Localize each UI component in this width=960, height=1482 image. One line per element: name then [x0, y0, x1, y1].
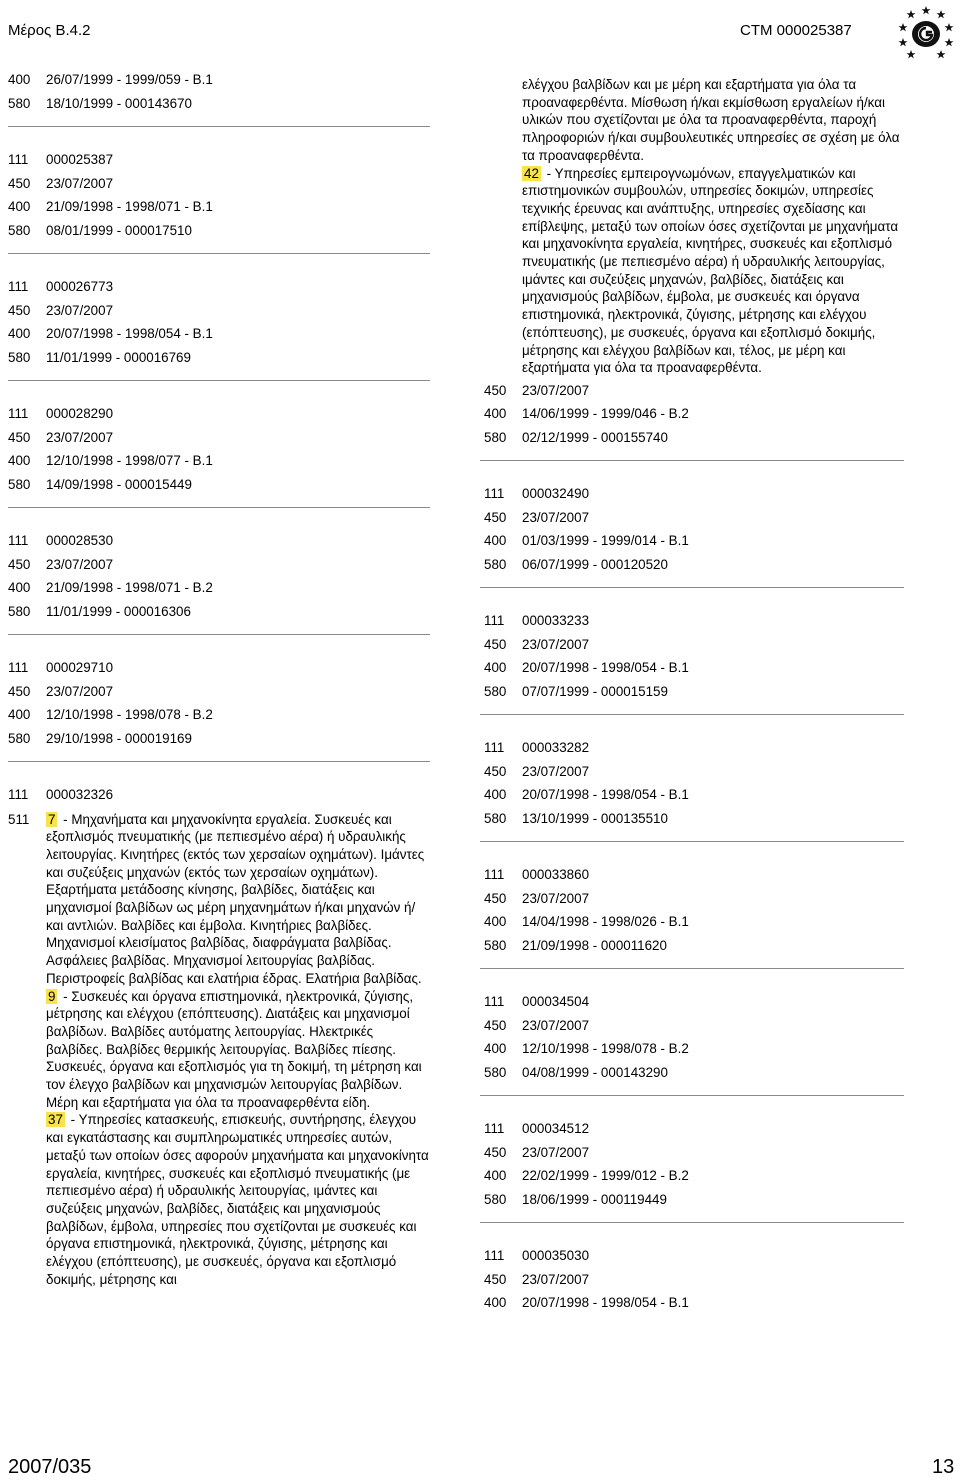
- field-value: 000033282: [522, 740, 590, 756]
- field-value: 23/07/2007: [46, 683, 114, 699]
- field-code: 450: [484, 763, 507, 779]
- field-value: 23/07/2007: [522, 1017, 590, 1033]
- record-divider: [8, 126, 430, 127]
- field-code: 450: [8, 429, 31, 445]
- field-value: 000035030: [522, 1248, 590, 1264]
- record-divider: [480, 841, 904, 842]
- record-row: [484, 1141, 908, 1165]
- record-row: [484, 529, 908, 553]
- field-code: 450: [484, 382, 507, 398]
- record-row: [484, 736, 908, 760]
- record-row: [484, 1244, 908, 1268]
- record-divider: [8, 253, 430, 254]
- field-code: 400: [484, 1168, 507, 1184]
- record-row: [8, 600, 430, 624]
- continuation-text: ελέγχου βαλβίδων και με μέρη και εξαρτήματα για όλα τα προαναφερθέντα. Μίσθωση ή/και εκμίσθωση εργαλείων ή/και υλικών που σχετίζονται με όλα τα προαναφερθέντα, παροχή πληροφοριών ή/και συμβουλευτικές υπηρεσίες σε σχέση με όλα τα προαναφερθέντα.: [522, 77, 900, 163]
- record-row: [8, 275, 430, 299]
- record-divider: [8, 507, 430, 508]
- record-block: [8, 148, 430, 242]
- field-value: 000033233: [522, 613, 590, 629]
- record-divider: [8, 761, 430, 762]
- record-divider: [8, 380, 430, 381]
- field-value: 23/07/2007: [46, 429, 114, 445]
- field-value: 23/07/2007: [522, 890, 590, 906]
- field-code: 580: [8, 476, 31, 492]
- field-code: 111: [8, 152, 29, 167]
- field-value: 23/07/2007: [46, 556, 114, 572]
- record-block: [8, 656, 430, 750]
- field-value: 21/09/1998 - 000011620: [522, 937, 667, 953]
- page-number: 13: [932, 1456, 955, 1478]
- class-description: - Συσκευές και όργανα επιστημονικά, ηλεκτρονικά, ζύγισης, μέτρησης και ελέγχου (επόπτευσης). Διατάξεις και μηχανισμοί βαλβίδων. Βαλβίδες αυτόματης λειτουργίας. Ηλεκτρικές βαλβίδες. Βαλβίδες θερμικής λειτουργίας. Βαλβίδες πίεσης. Συσκευές, όργανα και εξοπλισμός για τη δοκιμή, τη μέτρηση και τον έλεγχο βαλβίδων και μηχανισμών λειτουργίας βαλβίδων. Μέρη και εξαρτήματα για όλα τα προαναφερθέντα είδη.: [46, 988, 422, 1110]
- field-value: 23/07/2007: [522, 382, 590, 398]
- nice-class-number: 37: [48, 1112, 63, 1128]
- field-value: 12/10/1998 - 1998/078 - B.2: [46, 707, 213, 722]
- field-value: 21/09/1998 - 1998/071 - B.2: [46, 580, 213, 595]
- record-row: [8, 727, 430, 751]
- record-row: [484, 910, 908, 934]
- record-row: [8, 426, 430, 450]
- record-block: [484, 736, 908, 830]
- record-block: [8, 402, 430, 496]
- goods-services-list: [8, 811, 430, 1289]
- field-code: 111: [484, 486, 505, 502]
- field-value: 13/10/1999 - 000135510: [522, 810, 668, 826]
- field-code: 111: [484, 994, 505, 1010]
- class-description: - Υπηρεσίες εμπειρογνωμόνων, επαγγελματικών και επιστημονικών συμβουλών, υπηρεσίες δοκιμών, υπηρεσίες τεχνικής έρευνας και ανάπτυξης, υπηρεσίες σχεδίασης και επίβλεψης, μεταξύ των οποίων όσες σχετίζονται με μηχανήματα και μηχανοκίνητα εργαλεία, κινητήρες, συσκευές και εξοπλισμό πνευματικής (με πεπιεσμένο αέρα) ή υδραυλικής λειτουργίας, ιμάντες και συζεύξεις μηχανών, βαλβίδες, διατάξεις και μηχανισμούς βαλβίδων, έμβολα, με συσκευές και όργανα επιστημονικά, ηλεκτρονικά, ζύγισης, μέτρησης και ελέγχου (επόπτευσης), με συσκευές, όργανα και εξοπλισμό δοκιμής, μέτρησης και ελέγχου βαλβίδων και, τέλος, με μέρη και εξαρτήματα για όλα τα προαναφερθέντα.: [522, 165, 899, 376]
- field-code: 111: [484, 1248, 505, 1264]
- field-value: 12/10/1998 - 1998/077 - B.1: [46, 453, 213, 468]
- record-row: [8, 703, 430, 727]
- record-row: [8, 656, 430, 680]
- record-row: [484, 1037, 908, 1061]
- field-code: 450: [8, 556, 31, 572]
- field-value: 02/12/1999 - 000155740: [522, 429, 668, 445]
- field-code: 580: [8, 95, 31, 111]
- record-row: [8, 553, 430, 577]
- field-value: 26/07/1999 - 1999/059 - B.1: [46, 72, 213, 87]
- record-divider: [480, 714, 904, 715]
- ctm-number: CTM 000025387: [740, 22, 852, 39]
- record-row: [484, 990, 908, 1014]
- field-value: 000025387: [46, 152, 114, 167]
- record-divider: [480, 1095, 904, 1096]
- field-code: 111: [8, 533, 29, 548]
- record-row: [8, 680, 430, 704]
- nice-class-number: 7: [48, 811, 56, 827]
- field-value: 20/07/1998 - 1998/054 - B.1: [522, 660, 689, 676]
- record-row: [484, 506, 908, 530]
- field-value: 000034504: [522, 994, 590, 1010]
- record-row: [8, 322, 430, 346]
- record-block: [484, 379, 908, 450]
- record-row: [8, 576, 430, 600]
- field-value: 14/09/1998 - 000015449: [46, 476, 192, 492]
- record-block: [484, 1244, 908, 1315]
- field-value: 000032326: [46, 787, 114, 802]
- field-code: 580: [484, 1064, 507, 1080]
- field-code: 580: [484, 429, 507, 445]
- field-code: 580: [8, 222, 31, 238]
- record-block: [8, 275, 430, 369]
- record-row: [484, 783, 908, 807]
- field-value: 11/01/1999 - 000016769: [46, 349, 191, 365]
- field-code: 111: [8, 787, 29, 802]
- right-column: [484, 76, 908, 1315]
- class-entry: [46, 811, 430, 988]
- record-row: [484, 760, 908, 784]
- record-row: [484, 1291, 908, 1315]
- field-code: 400: [484, 914, 507, 930]
- nice-class-number: 9: [48, 988, 56, 1004]
- field-code: 400: [8, 72, 31, 87]
- field-code: 111: [8, 406, 29, 421]
- nice-class-number: 42: [524, 165, 539, 181]
- field-value: 07/07/1999 - 000015159: [522, 683, 668, 699]
- field-value: 20/07/1998 - 1998/054 - B.1: [522, 1295, 689, 1311]
- field-value: 23/07/2007: [522, 763, 590, 779]
- field-code: 450: [484, 1271, 507, 1287]
- record-row: [484, 680, 908, 704]
- field-value: 22/02/1999 - 1999/012 - B.2: [522, 1168, 689, 1184]
- field-code: 580: [484, 556, 507, 572]
- record-row: [8, 402, 430, 426]
- class-entry: [46, 988, 430, 1112]
- record-row: [484, 482, 908, 506]
- record-row: [484, 887, 908, 911]
- record-row: [8, 299, 430, 323]
- page-header: [0, 0, 960, 60]
- field-value: 000033860: [522, 867, 590, 883]
- record-block: [8, 529, 430, 623]
- record-row: [484, 807, 908, 831]
- field-value: 06/07/1999 - 000120520: [522, 556, 668, 572]
- record-row: [8, 473, 430, 497]
- record-row: [8, 219, 430, 243]
- field-code: 111: [484, 613, 505, 629]
- record-row: [484, 426, 908, 450]
- field-value: 23/07/2007: [522, 1271, 590, 1287]
- field-value: 000026773: [46, 279, 114, 294]
- field-value: 23/07/2007: [46, 302, 114, 318]
- record-row: [484, 1014, 908, 1038]
- field-code: 580: [8, 349, 31, 365]
- record-row: [8, 68, 430, 92]
- field-value: 18/10/1999 - 000143670: [46, 95, 192, 111]
- record-divider: [8, 634, 430, 635]
- field-value: 18/06/1999 - 000119449: [522, 1191, 667, 1207]
- goods-services-text: [46, 811, 430, 1289]
- record-block: [484, 1117, 908, 1211]
- field-code: 580: [484, 1191, 507, 1207]
- record-row: [8, 346, 430, 370]
- field-code: 450: [8, 302, 31, 318]
- record-divider: [480, 968, 904, 969]
- ohim-logo-icon: [896, 4, 956, 60]
- field-code: 400: [484, 533, 507, 549]
- field-value: 000028530: [46, 533, 114, 548]
- field-value: 20/07/1998 - 1998/054 - B.1: [46, 326, 213, 341]
- record-block: [484, 482, 908, 576]
- record-block: [484, 863, 908, 957]
- record-divider: [480, 460, 904, 461]
- record-divider: [480, 1222, 904, 1223]
- field-code: 580: [484, 937, 507, 953]
- field-value: 000034512: [522, 1121, 590, 1137]
- record-row: [8, 449, 430, 473]
- class-description: - Μηχανήματα και μηχανοκίνητα εργαλεία. Συσκευές και εξοπλισμός πνευματικής (με πεπιεσμένο αέρα) ή υδραυλικής λειτουργίας. Κινητήρες (εκτός των χερσαίων οχημάτων). Ιμάντες και συζεύξεις μηχανών (εκτός των χερσαίων οχημάτων). Εξαρτήματα μετάδοσης κίνησης, βαλβίδες, διατάξεις και μηχανισμοί βαλβίδων ως μέρη μηχανημάτων ή/και μηχανών ή/και αντλιών. Βαλβίδες και έμβολα. Κινητήριες βαλβίδες. Μηχανισμοί κλεισίματος βαλβίδας, διαφράγματα βαλβίδας. Ασφάλειες βαλβίδας. Μηχανισμοί λειτουργίας βαλβίδας. Περιστροφείς βαλβίδας και ελατήρια έδρας. Ελατήρια βαλβίδας.: [46, 811, 425, 986]
- field-value: 14/04/1998 - 1998/026 - B.1: [522, 914, 689, 930]
- field-code: 450: [484, 1017, 507, 1033]
- field-code: 450: [484, 1144, 507, 1160]
- record-row: [484, 402, 908, 426]
- part-label: Μέρος Β.4.2: [8, 22, 91, 39]
- field-value: 04/08/1999 - 000143290: [522, 1064, 668, 1080]
- field-code: 111: [8, 660, 29, 675]
- field-code: 400: [8, 453, 31, 468]
- field-code: 511: [8, 811, 30, 827]
- field-code: 111: [484, 867, 505, 883]
- record-block: [484, 609, 908, 703]
- field-value: 23/07/2007: [522, 1144, 590, 1160]
- field-value: 20/07/1998 - 1998/054 - B.1: [522, 787, 689, 803]
- field-value: 23/07/2007: [522, 636, 590, 652]
- record-row: [484, 656, 908, 680]
- field-value: 21/09/1998 - 1998/071 - B.1: [46, 199, 213, 214]
- field-value: 000029710: [46, 660, 114, 675]
- field-code: 111: [484, 740, 505, 756]
- record-row: [484, 934, 908, 958]
- field-code: 580: [8, 603, 31, 619]
- field-code: 111: [8, 279, 29, 294]
- field-code: 111: [484, 1121, 505, 1137]
- record-row: [8, 529, 430, 553]
- field-value: 23/07/2007: [522, 509, 590, 525]
- field-value: 11/01/1999 - 000016306: [46, 603, 191, 619]
- field-code: 450: [484, 509, 507, 525]
- record-row: [484, 379, 908, 403]
- record-block: [484, 990, 908, 1084]
- left-column: [8, 68, 430, 1288]
- goods-services-continuation: [484, 76, 908, 377]
- field-code: 400: [8, 580, 31, 595]
- field-code: 450: [484, 890, 507, 906]
- field-code: 400: [8, 707, 31, 722]
- field-value: 23/07/2007: [46, 175, 114, 191]
- field-code: 400: [8, 326, 31, 341]
- field-code: 400: [484, 1041, 507, 1057]
- record-row: [484, 1061, 908, 1085]
- record-row: [484, 609, 908, 633]
- class-description: - Υπηρεσίες κατασκευής, επισκευής, συντήρησης, έλεγχου και εγκατάστασης και συμπληρωματικές υπηρεσίες αυτών, μεταξύ των οποίων όσες αφορούν μηχανήματα και μηχανοκίνητα εργαλεία, κινητήρες, συσκευές και εξοπλισμό πνευματικής (με πεπιεσμένο αέρα) ή υδραυλικής λειτουργίας, ιμάντες και συζεύξεις μηχανών, βαλβίδες, διατάξεις και μηχανισμούς βαλβίδων, έμβολα, υπηρεσίες που σχετίζονται με συσκευές και όργανα επιστημονικά, ηλεκτρονικά, ζύγισης, μέτρησης και ελέγχου (επόπτευσης), με συσκευές, όργανα και εξοπλισμό δοκιμής, μέτρησης και: [46, 1112, 429, 1287]
- record-row: [484, 1164, 908, 1188]
- field-code: 580: [484, 683, 507, 699]
- field-value: 08/01/1999 - 000017510: [46, 222, 192, 238]
- record-row: [8, 92, 430, 116]
- field-code: 580: [484, 810, 507, 826]
- record-row: [484, 553, 908, 577]
- record-row: [8, 783, 430, 807]
- record-row: [8, 148, 430, 172]
- record-row: [484, 863, 908, 887]
- field-code: 400: [484, 787, 507, 803]
- field-code: 400: [484, 406, 507, 422]
- class-entry: [46, 1111, 430, 1288]
- field-value: 14/06/1999 - 1999/046 - B.2: [522, 406, 689, 422]
- field-code: 450: [8, 175, 31, 191]
- field-value: 000028290: [46, 406, 114, 421]
- field-code: 400: [484, 660, 507, 676]
- field-value: 12/10/1998 - 1998/078 - B.2: [522, 1041, 689, 1057]
- record-row: [484, 633, 908, 657]
- class-entry: [522, 165, 908, 377]
- field-code: 400: [484, 1295, 507, 1311]
- record-block: [8, 68, 430, 115]
- record-block-goods: [8, 783, 430, 1288]
- field-code: 400: [8, 199, 31, 214]
- field-value: 000032490: [522, 486, 590, 502]
- record-row: [8, 172, 430, 196]
- record-row: [8, 195, 430, 219]
- record-row: [484, 1188, 908, 1212]
- record-row: [484, 1117, 908, 1141]
- field-code: 450: [8, 683, 31, 699]
- issue-number: 2007/035: [8, 1456, 92, 1478]
- record-row: [484, 1268, 908, 1292]
- field-value: 29/10/1998 - 000019169: [46, 730, 192, 746]
- record-divider: [480, 587, 904, 588]
- field-code: 450: [484, 636, 507, 652]
- field-value: 01/03/1999 - 1999/014 - B.1: [522, 533, 689, 549]
- field-code: 580: [8, 730, 31, 746]
